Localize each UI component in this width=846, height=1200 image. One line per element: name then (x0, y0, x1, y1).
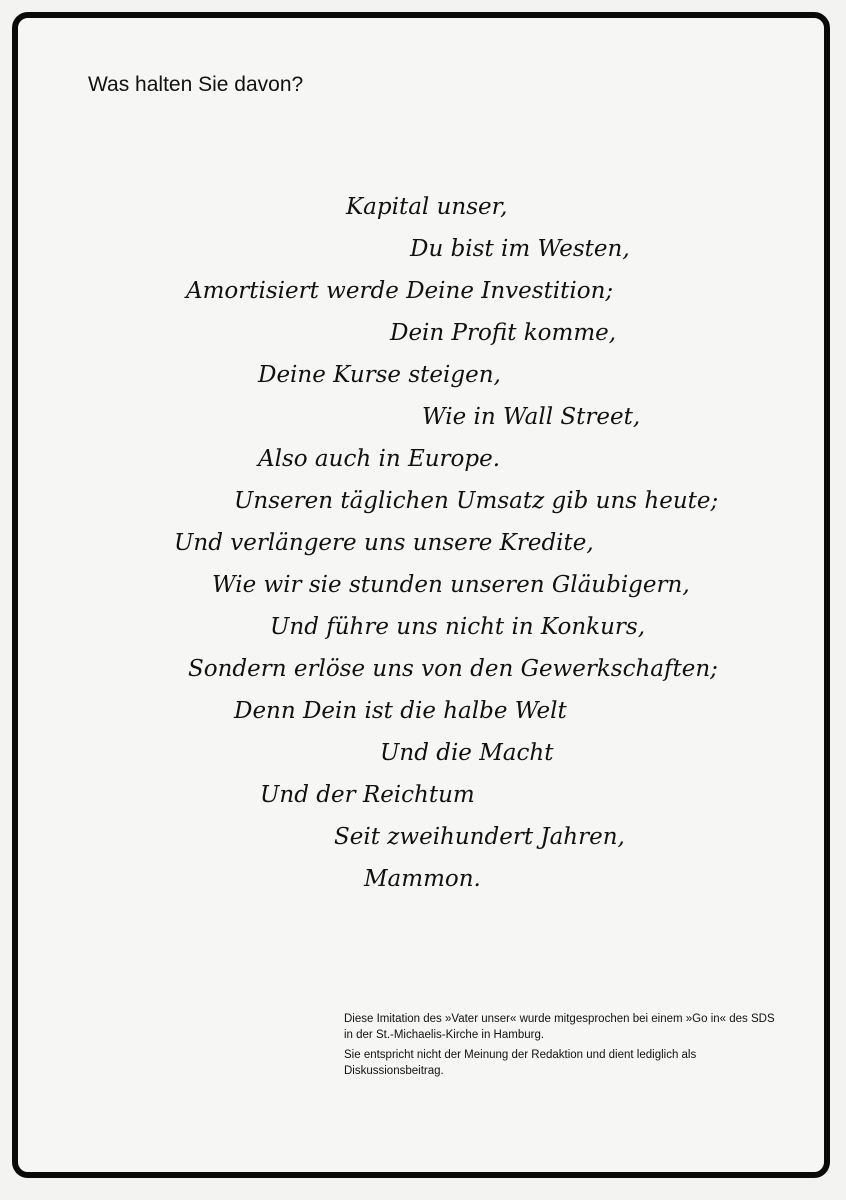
poem-line: Und verlängere uns unsere Kredite, (174, 530, 594, 556)
poem-line: Wie in Wall Street, (422, 404, 641, 430)
note-disclaimer: Sie entspricht nicht der Meinung der Redaktion und dient lediglich als Diskussionsbeitrag. (344, 1049, 697, 1077)
poem-line: Mammon. (364, 866, 481, 892)
poem-line: Amortisiert werde Deine Investition; (186, 278, 614, 304)
poem-line: Kapital unser, (346, 194, 508, 220)
poem-line: Und der Reichtum (260, 782, 475, 808)
poem-line: Deine Kurse steigen, (258, 362, 501, 388)
page-title: Was halten Sie davon? (88, 73, 304, 96)
poem-line: Und die Macht (380, 740, 554, 766)
poem-line: Seit zweihundert Jahren, (334, 824, 625, 850)
poem-line: Wie wir sie stunden unseren Gläubigern, (212, 572, 690, 598)
poem-line: Sondern erlöse uns von den Gewerkschaften; (188, 656, 718, 682)
poem-line: Unseren täglichen Umsatz gib uns heute; (234, 488, 719, 514)
poem-line: Du bist im Westen, (410, 236, 630, 262)
poem-line: Dein Profit komme, (390, 320, 617, 346)
editorial-note (344, 1011, 784, 1083)
note-text: Diese Imitation des »Vater unser« wurde mitgesprochen bei einem »Go in« des SDS in der St.-Michaelis-Kirche in Hamburg. (344, 1013, 775, 1041)
poem-line: Und führe uns nicht in Konkurs, (270, 614, 646, 640)
poem-line: Also auch in Europe. (258, 446, 501, 472)
poem-line: Denn Dein ist die halbe Welt (234, 698, 567, 724)
